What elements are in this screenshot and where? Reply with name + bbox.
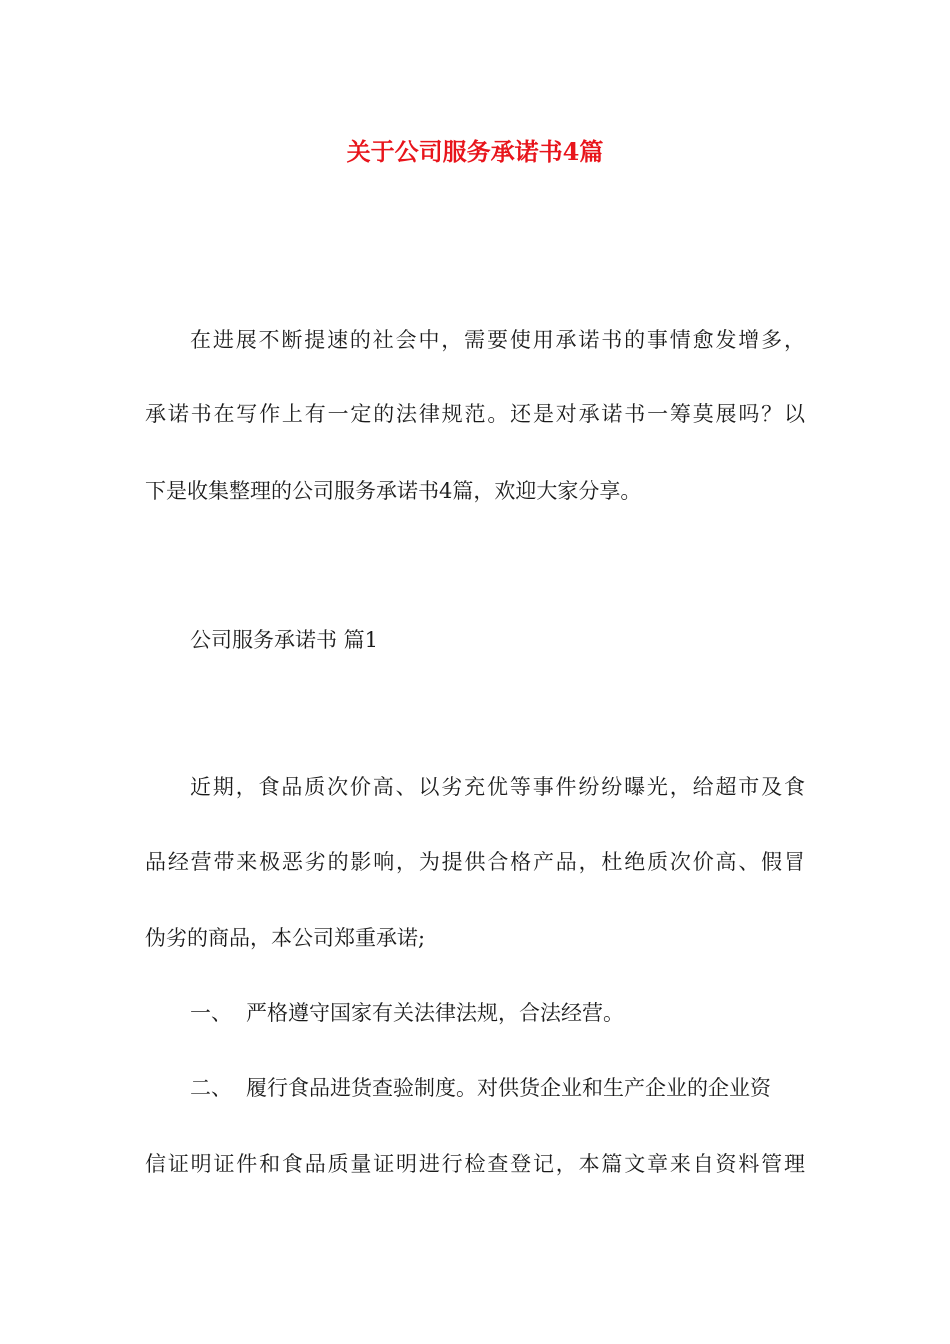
intro-line-1: 在进展不断提速的社会中，需要使用承诺书的事情愈发增多，: [190, 328, 805, 352]
document-title: 关于公司服务承诺书4篇: [346, 137, 604, 166]
list-item-2-continuation: 信证明证件和食品质量证明进行检查登记，本篇文章来自资料管理: [145, 1152, 805, 1176]
paragraph1-line-3: 伪劣的商品，本公司郑重承诺;: [145, 926, 426, 950]
section-heading: 公司服务承诺书 篇1: [190, 628, 379, 652]
intro-line-2: 承诺书在写作上有一定的法律规范。还是对承诺书一筹莫展吗？以: [145, 402, 805, 426]
paragraph1-line-1: 近期，食品质次价高、以劣充优等事件纷纷曝光，给超市及食: [190, 775, 805, 799]
intro-line-3: 下是收集整理的公司服务承诺书4篇，欢迎大家分享。: [145, 479, 642, 503]
list-item-1-number: 一、: [190, 1001, 232, 1025]
list-item-2-number: 二、: [190, 1076, 232, 1100]
list-item-2-text: 履行食品进货查验制度。对供货企业和生产企业的企业资: [246, 1076, 771, 1100]
list-item-1: [190, 998, 805, 1028]
list-item-2: [190, 1073, 805, 1103]
list-item-1-text: 严格遵守国家有关法律法规，合法经营。: [246, 1001, 624, 1025]
paragraph1-line-2: 品经营带来极恶劣的影响，为提供合格产品，杜绝质次价高、假冒: [145, 850, 805, 874]
